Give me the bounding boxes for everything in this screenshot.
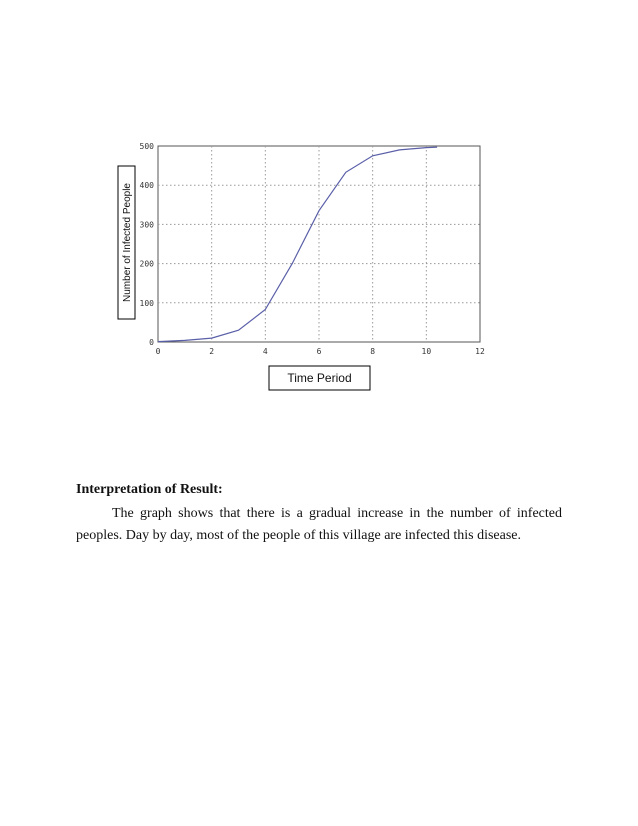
x-tick-labels xyxy=(156,347,485,356)
x-tick-label: 12 xyxy=(475,347,485,356)
y-tick-label: 0 xyxy=(149,338,154,347)
y-tick-label: 500 xyxy=(139,142,154,151)
y-tick-label: 300 xyxy=(139,220,154,230)
line-chart xyxy=(0,0,638,400)
y-tick-labels xyxy=(140,142,155,347)
x-axis-label: Time Period xyxy=(287,371,352,385)
x-tick-label: 2 xyxy=(209,347,215,356)
x-tick-label: 0 xyxy=(155,347,161,356)
x-tick-label: 6 xyxy=(316,347,322,356)
section-heading: Interpretation of Result: xyxy=(76,482,223,497)
y-tick-label: 200 xyxy=(139,259,154,269)
y-axis-label: Number of Infected People xyxy=(122,183,133,302)
x-tick-label: 10 xyxy=(421,347,432,356)
x-tick-label: 4 xyxy=(262,347,268,356)
y-tick-label: 100 xyxy=(139,298,154,308)
y-tick-label: 400 xyxy=(139,181,154,191)
interpretation-section xyxy=(76,480,562,547)
x-tick-label: 8 xyxy=(370,347,376,356)
interpretation-paragraph: The graph shows that there is a gradual increase in the number of infected peoples. Day by day, most of the people of this village are infected this disease. xyxy=(76,506,562,543)
